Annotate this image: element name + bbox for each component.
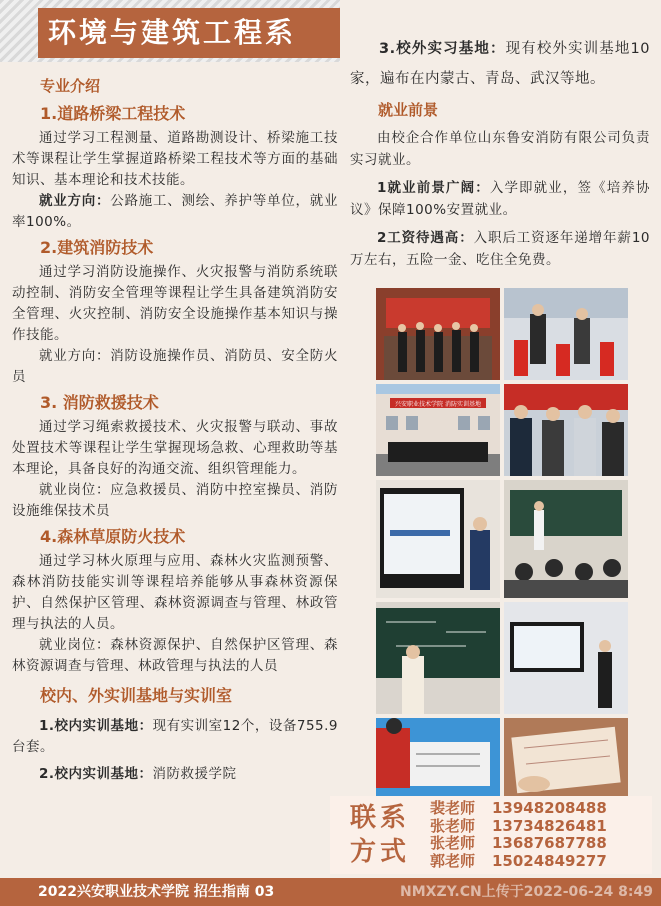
photo-group-building (376, 384, 500, 476)
training-base-3 (350, 34, 650, 94)
major-title: 2.建筑消防技术 (40, 238, 154, 257)
job-label: 就业方向： (39, 348, 111, 364)
photo-projector-lecture (504, 602, 628, 714)
contact-name: 张老师 (430, 816, 476, 835)
contact-box (330, 796, 652, 874)
major-title: 3. 消防救援技术 (40, 393, 159, 412)
intro-heading: 专业介绍 (40, 77, 101, 95)
point-label: 1就业前景广阔： (377, 180, 490, 196)
footer-bar: 2022兴安职业技术学院 招生指南 03 (0, 878, 661, 906)
watermark: NMXZY.CN上传于2022-06-24 8:49 (400, 884, 653, 900)
job-text: 公路施工、测绘、养护等单位，就业率100%。 (12, 193, 338, 230)
job-text: 消防设施操作员、消防员、安全防火员 (12, 348, 338, 385)
contact-phone[interactable]: 13687687788 (492, 834, 607, 852)
job-label: 就业岗位： (39, 482, 111, 498)
contact-name: 张老师 (430, 834, 476, 852)
employment-heading: 就业前景 (378, 101, 439, 119)
training-base-heading: 校内、外实训基地与实训室 (40, 686, 233, 705)
left-column (12, 70, 338, 785)
photo-classroom (504, 480, 628, 598)
major-title: 4.森林草原防火技术 (40, 527, 186, 546)
major-jobs (12, 346, 338, 388)
major-description: 通过学习林火原理与应用、森林火灾监测预警、森林消防技能实训等课程培养能够从事森林资源保护、自然保护区管理、森林资源调查与管理、林政管理与执法的人员。 (12, 553, 338, 632)
training-base-2 (12, 764, 338, 785)
contact-entry (430, 818, 607, 836)
photo-chalkboard-teacher (376, 602, 500, 714)
job-label: 就业方向： (39, 193, 111, 209)
point-text: 入职后工资逐年递增年薪10万左右，五险一金、吃住全免费。 (350, 230, 650, 268)
major-3 (12, 392, 338, 522)
point-text: 入学即就业，签《培养协议》保障100%安置就业。 (350, 180, 650, 218)
training-base-1 (12, 716, 338, 758)
contact-label-line1: 联系 (349, 803, 410, 833)
job-label: 就业岗位： (39, 637, 111, 653)
employment-intro: 由校企合作单位山东鲁安消防有限公司负责实习就业。 (350, 130, 650, 168)
major-description: 通过学习消防设施操作、火灾报警与消防系统联动控制、消防安全管理等课程让学生具备建筑消防安全管理、火灾控制、消防安全设施操作基本知识与操作技能。 (12, 264, 338, 343)
base-text: 现有校外实训基地10家，遍布在内蒙古、青岛、武汉等地。 (350, 41, 650, 87)
base-label: 1.校内实训基地： (39, 718, 153, 734)
photo-award-ceremony (376, 288, 500, 380)
contact-entry (430, 800, 607, 818)
contact-name: 裴老师 (430, 799, 476, 817)
contact-entry (430, 835, 607, 853)
base-label: 3.校外实习基地： (379, 41, 506, 57)
major-jobs (12, 635, 338, 677)
major-4 (12, 526, 338, 677)
photo-drafting-closeup (504, 718, 628, 800)
major-description: 通过学习工程测量、道路勘测设计、桥梁施工技术等课程让学生掌握道路桥梁工程技术等方面的基础知识、基本理论和技术技能。 (12, 130, 338, 188)
major-jobs (12, 480, 338, 522)
photo-hydrant-training (504, 288, 628, 380)
page-title: 环境与建筑工程系 (38, 8, 340, 58)
major-jobs (12, 191, 338, 233)
base-text: 现有实训室12个，设备755.9台套。 (12, 718, 338, 755)
contact-phone[interactable]: 15024849277 (492, 851, 607, 870)
photo-smartboard-lecture (376, 480, 500, 598)
employment-point-2 (350, 227, 650, 271)
photo-students-drawing (376, 718, 500, 800)
contact-name: 郭老师 (430, 851, 476, 870)
right-column (350, 34, 650, 271)
base-text: 消防救援学院 (152, 766, 237, 782)
major-2 (12, 237, 338, 388)
photo-banner-text: 兴安职业技术学院 消防实训基地 (395, 401, 481, 408)
photo-collage (376, 288, 628, 792)
contact-list (430, 800, 607, 870)
point-label: 2工资待遇高： (377, 230, 474, 246)
contact-phone[interactable]: 13948208488 (492, 799, 607, 817)
contact-entry (430, 853, 607, 871)
job-text: 森林资源保护、自然保护区管理、森林资源调查与管理、林政管理与执法的人员 (12, 637, 338, 674)
contact-label-line2: 方式 (349, 837, 410, 867)
job-text: 应急救援员、消防中控室操员、消防设施维保技术员 (12, 482, 338, 519)
contact-phone[interactable]: 13734826481 (492, 816, 607, 835)
contact-label (330, 801, 430, 869)
employment-point-1 (350, 177, 650, 221)
major-description: 通过学习绳索救援技术、火灾报警与联动、事故处置技术等课程让学生掌握现场急救、心理救助等基本理论，具备良好的沟通交流、组织管理能力。 (12, 419, 338, 477)
photo-instructors (504, 384, 628, 476)
major-title: 1.道路桥梁工程技术 (40, 104, 186, 123)
major-1 (12, 103, 338, 233)
base-label: 2.校内实训基地： (39, 766, 153, 782)
